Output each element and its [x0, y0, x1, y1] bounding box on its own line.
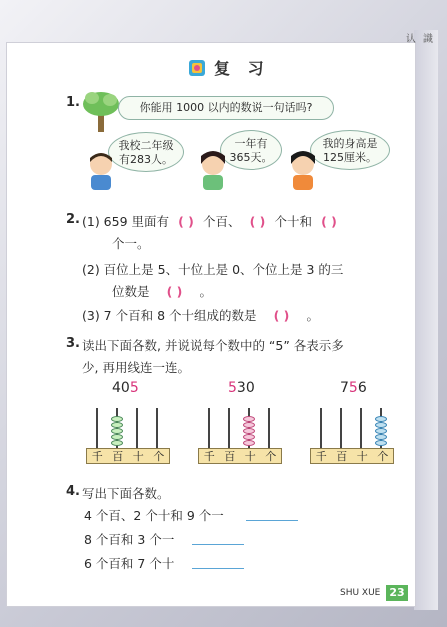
number-2-suffix: 30 — [236, 380, 255, 396]
label-tens: 十 — [132, 450, 144, 463]
plant-icon — [80, 88, 122, 134]
q4-title: 写出下面各数。 — [82, 486, 170, 501]
page-title — [188, 56, 270, 79]
header-tag: 认 識 — [405, 34, 435, 45]
q2-part1-mid1: 个百、 — [202, 214, 241, 229]
q4-answer-1[interactable] — [246, 520, 298, 521]
q2-blank-5[interactable]: ( ) — [273, 308, 290, 323]
label-tens: 十 — [244, 450, 256, 463]
review-icon — [188, 59, 206, 77]
q4-number: 4. — [66, 484, 80, 499]
abacus-2-labels — [198, 448, 282, 464]
q2-blank-3[interactable]: ( ) — [321, 214, 337, 229]
number-1-five: 5 — [129, 380, 139, 396]
q2-number: 2. — [66, 212, 80, 227]
number-3-prefix: 7 — [340, 380, 349, 396]
q4-answer-2[interactable] — [192, 544, 244, 545]
label-thousands: 千 — [91, 450, 103, 463]
q2-part3-pre: (3) 7 个百和 8 个十组成的数是 — [82, 308, 257, 323]
label-ones: 个 — [153, 450, 165, 463]
abacus-2 — [198, 406, 282, 464]
q3-number: 3. — [66, 336, 80, 351]
abacus-3-labels — [310, 448, 394, 464]
q4-item-1: 4 个百、2 个十和 9 个一 — [84, 508, 224, 523]
kid-avatar — [286, 150, 320, 190]
q2-blank-4[interactable]: ( ) — [166, 284, 183, 299]
q2-blank-1[interactable]: ( ) — [178, 214, 194, 229]
number-2-five: 5 — [228, 380, 237, 396]
q2-part2-line2 — [112, 282, 212, 300]
label-ones: 个 — [265, 450, 277, 463]
q2-part1-line2: 个一。 — [112, 236, 150, 251]
boy-avatar — [84, 150, 118, 190]
q4-item-3: 6 个百和 7 个十 — [84, 556, 175, 571]
q2-blank-2[interactable]: ( ) — [249, 214, 266, 229]
q2-part1-line1 — [82, 212, 342, 230]
prompt-text: 你能用 1000 以内的数说一句话吗? — [139, 101, 313, 114]
number-3-five: 5 — [348, 380, 358, 396]
label-tens: 十 — [356, 450, 368, 463]
q3-instruction-line2: 少, 再用线连一连。 — [82, 360, 190, 375]
q2-part1-pre: (1) 659 里面有 — [82, 214, 170, 229]
q4-item-2: 8 个百和 3 个一 — [84, 532, 175, 547]
q2-part1-mid2: 个十和 — [274, 214, 312, 229]
abacus-1-labels — [86, 448, 170, 464]
title-text: 复 习 — [214, 59, 270, 78]
book-edge — [414, 30, 438, 610]
label-thousands: 千 — [315, 450, 327, 463]
q2-part3-line — [82, 306, 319, 324]
label-hundreds: 百 — [112, 450, 124, 463]
q2-part2-line1: (2) 百位上是 5、十位上是 0、个位上是 3 的三 — [82, 262, 344, 277]
girl-avatar — [196, 150, 230, 190]
q3-number-2 — [228, 380, 255, 396]
bubble-3: 我的身高是 125厘米。 — [310, 130, 390, 170]
q2-part2-pre: 位数是 — [112, 284, 150, 299]
abacus-1 — [86, 406, 170, 464]
label-hundreds: 百 — [336, 450, 348, 463]
q4-answer-3[interactable] — [192, 568, 244, 569]
bubble-2: 一年有 365天。 — [220, 130, 282, 170]
bubble-1: 我校二年级 有283人。 — [108, 132, 184, 172]
label-hundreds: 百 — [224, 450, 236, 463]
page-number: 23 — [386, 585, 408, 601]
prompt-bubble — [118, 96, 334, 120]
label-thousands: 千 — [203, 450, 215, 463]
label-ones: 个 — [377, 450, 389, 463]
q1-number: 1. — [66, 95, 80, 110]
footer-subject: SHU XUE — [340, 588, 381, 598]
q2-part2-post: 。 — [199, 284, 212, 299]
q3-number-1 — [112, 380, 139, 396]
number-3-suffix: 6 — [357, 380, 367, 396]
abacus-3 — [310, 406, 394, 464]
q3-number-3 — [340, 380, 367, 396]
number-1-prefix: 40 — [112, 380, 130, 396]
q2-part3-post: 。 — [306, 308, 319, 323]
q3-instruction-line1: 读出下面各数, 并说说每个数中的 “5” 各表示多 — [82, 338, 344, 353]
